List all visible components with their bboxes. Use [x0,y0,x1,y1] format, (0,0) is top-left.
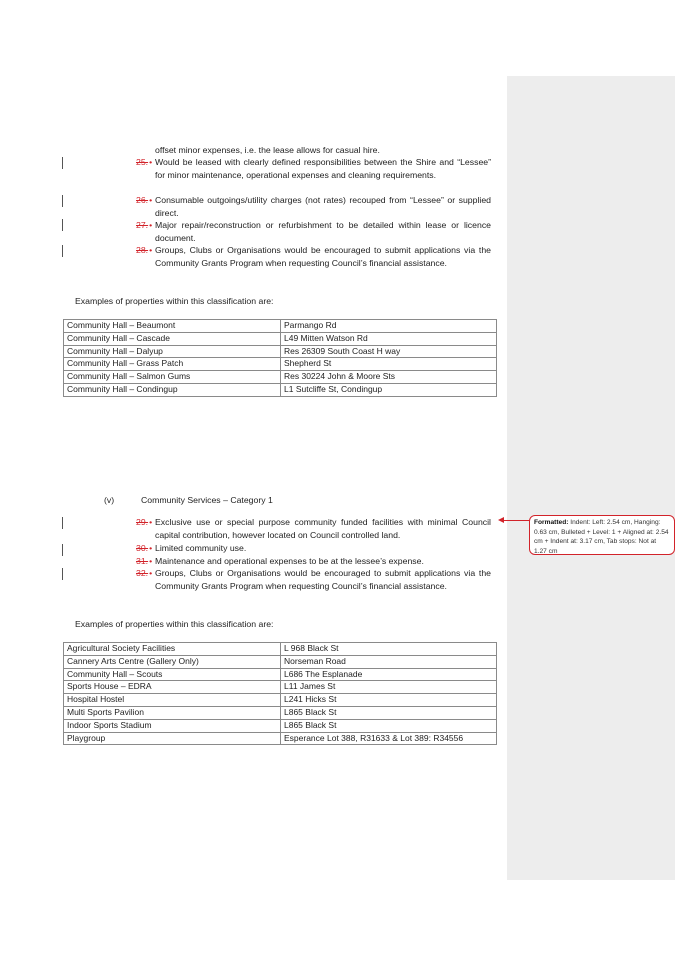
section-heading: Community Services – Category 1 [141,495,273,505]
table-row [64,694,497,707]
table-cell: Multi Sports Pavilion [64,706,281,719]
table-cell: Shepherd St [281,358,497,371]
list-item-text: Limited community use. [155,543,247,553]
properties-table [63,642,497,745]
list-item [136,516,491,541]
list-item-text: Would be leased with clearly defined responsibilities between the Shire and “Lessee” for minor maintenance, operational expenses and cleaning requirements. [155,157,491,180]
list-item-text: Exclusive use or special purpose community funded facilities with minimal Council capital contribution, however located on Council controlled land. [155,517,491,540]
table-cell: L865 Black St [281,719,497,732]
table-cell: Community Hall – Scouts [64,668,281,681]
table-row [64,706,497,719]
table-cell: L1 Sutcliffe St, Condingup [281,383,497,396]
list-item [136,156,491,181]
table-cell: L49 Mitten Watson Rd [281,332,497,345]
list-item [136,542,491,555]
table-cell: Indoor Sports Stadium [64,719,281,732]
table-cell: L11 James St [281,681,497,694]
table-cell: Community Hall – Condingup [64,383,281,396]
table-cell: Sports House – EDRA [64,681,281,694]
table-cell: Community Hall – Salmon Gums [64,371,281,384]
table-cell: Community Hall – Dalyup [64,345,281,358]
comment-connector-line [502,520,529,521]
table-cell: Community Hall – Beaumont [64,320,281,333]
table-cell: Res 30224 John & Moore Sts [281,371,497,384]
comment-text: Indent: Left: 2.54 cm, Hanging: 0.63 cm, Bulleted + Level: 1 + Aligned at: 2.54 cm + Indent at: 3.17 cm, Tab stops: Not at 1.27 cm [534,519,669,555]
table-cell: L865 Black St [281,706,497,719]
table-cell: Cannery Arts Centre (Gallery Only) [64,655,281,668]
table-cell: Res 26309 South Coast H way [281,345,497,358]
list-item [136,567,491,592]
table-row [64,719,497,732]
change-bar [62,157,63,169]
list-number: 31. • [136,555,152,568]
table-cell: L241 Hicks St [281,694,497,707]
table-cell: Community Hall – Grass Patch [64,358,281,371]
table-cell: Agricultural Society Facilities [64,643,281,656]
table-cell: Playgroup [64,732,281,745]
table-cell: Norseman Road [281,655,497,668]
list-item-text: Groups, Clubs or Organisations would be encouraged to submit applications via the Community Grants Program when requesting Council’s financial assistance. [155,245,491,268]
change-bar [62,195,63,207]
examples-intro: Examples of properties within this classification are: [75,296,274,306]
comments-margin-pane [507,76,675,880]
table-row [64,358,497,371]
list-number: 32. • [136,567,152,580]
examples-intro: Examples of properties within this classification are: [75,619,274,629]
section-number: (v) [104,495,115,505]
change-bar [62,517,63,529]
list-item-text: Consumable outgoings/utility charges (not rates) recouped from “Lessee” or supplied direct. [155,195,491,218]
table-cell: L 968 Black St [281,643,497,656]
change-bar [62,568,63,580]
list-number: 25. • [136,156,152,169]
list-number: 30. • [136,542,152,555]
table-row [64,345,497,358]
table-row [64,383,497,396]
change-bar [62,219,63,231]
table-row [64,668,497,681]
formatting-comment-balloon[interactable] [529,515,675,555]
list-item [136,194,491,219]
list-item-text: Major repair/reconstruction or refurbishment to be detailed within lease or licence document. [155,220,491,243]
table-cell: L686 The Esplanade [281,668,497,681]
comment-arrow-icon [498,517,504,523]
list-item-text: Groups, Clubs or Organisations would be encouraged to submit applications via the Community Grants Program when requesting Council’s financial assistance. [155,568,491,591]
table-row [64,681,497,694]
change-bar [62,245,63,257]
table-row [64,655,497,668]
table-row [64,332,497,345]
list-number: 29. • [136,516,152,529]
table-cell: Community Hall – Cascade [64,332,281,345]
properties-table [63,319,497,397]
table-cell: Hospital Hostel [64,694,281,707]
continued-text: offset minor expenses, i.e. the lease allows for casual hire. [155,145,380,155]
change-bar [62,544,63,556]
list-item [136,219,491,244]
list-item [136,555,491,568]
list-number: 27. • [136,219,152,232]
table-cell: Esperance Lot 388, R31633 & Lot 389: R34556 [281,732,497,745]
table-cell: Parmango Rd [281,320,497,333]
list-item [136,244,491,269]
table-row [64,732,497,745]
list-item-text: Maintenance and operational expenses to be at the lessee’s expense. [155,556,424,566]
table-row [64,371,497,384]
list-number: 28. • [136,244,152,257]
table-row [64,643,497,656]
comment-label: Formatted: [534,519,569,526]
list-number: 26. • [136,194,152,207]
table-row [64,320,497,333]
